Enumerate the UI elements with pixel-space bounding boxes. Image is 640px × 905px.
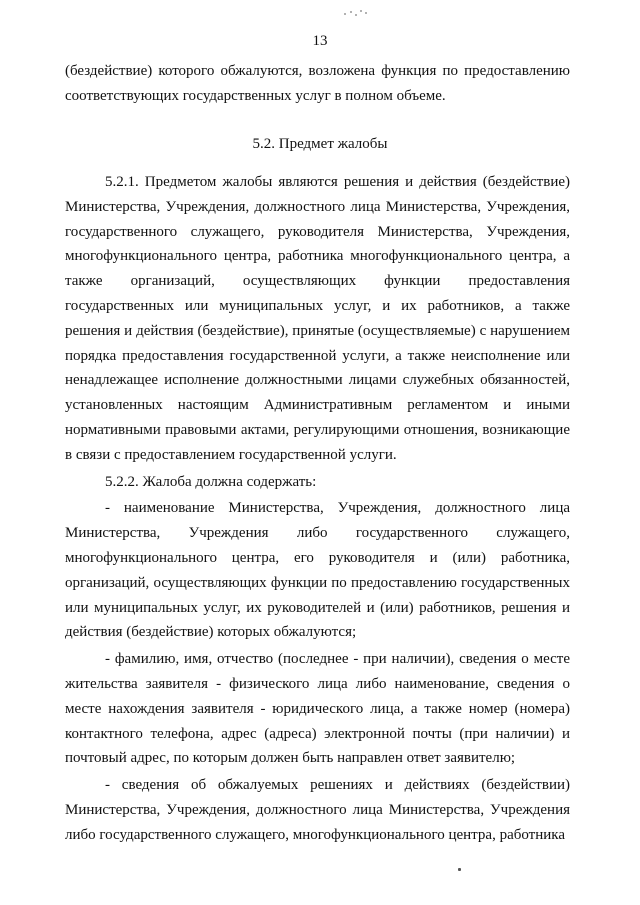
paragraph-5-2-2: 5.2.2. Жалоба должна содержать:	[105, 473, 317, 490]
list-item-applicant: - фамилию, имя, отчество (последнее - при наличии), сведения о месте жительства заявителя - физического лица либо наименование, сведения о месте нахождения заявителя - юридического лица, а также номер (номера) контактного телефона, адрес (адреса) электронной почты (при наличии) и почтовый адрес, по которым должен быть направлен ответ заявителю;	[65, 651, 570, 767]
scan-artifact	[344, 8, 372, 18]
scan-artifact-dot	[458, 868, 461, 871]
section-body	[65, 170, 570, 848]
list-item-decisions: - сведения об обжалуемых решениях и действиях (бездействии) Министерства, Учреждения, должностного лица Министерства, Учреждения либо государственного служащего, многофункционального центра, работника	[65, 777, 570, 843]
intro-paragraph: (бездействие) которого обжалуются, возложена функция по предоставлению соответствующих государственных услуг в полном объеме.	[65, 63, 570, 104]
list-item-name: - наименование Министерства, Учреждения, должностного лица Министерства, Учреждения либо государственного служащего, многофункционального центра, его руководителя и (или) работника, организаций, осуществляющих функции по предоставлению государственных или муниципальных услуг, их руководителей и (или) работников, решения и действия (бездействие) которых обжалуются;	[65, 500, 570, 641]
page-number: 13	[312, 33, 328, 49]
intro-paragraph-block	[65, 59, 570, 109]
paragraph-5-2-1: 5.2.1. Предметом жалобы являются решения и действия (бездействие) Министерства, Учреждения, должностного лица Министерства, Учреждения, государственного служащего, руководителя Министерства, Учреждения, многофункционального центра, работника многофункционального центра, а также организаций, осуществляющих функции предоставления государственных или муниципальных услуг, и их работников, а также решения и действия (бездействие), принятые (осуществляемые) с нарушением порядка предоставления государственной услуги, а также неисполнение или ненадлежащее исполнение должностными лицами служебных обязанностей, установленных настоящим Административным регламентом и иными нормативными правовыми актами, регулирующими отношения, возникающие в связи с предоставлением государственной услуги.	[65, 174, 570, 463]
section-heading: 5.2. Предмет жалобы	[252, 136, 388, 152]
